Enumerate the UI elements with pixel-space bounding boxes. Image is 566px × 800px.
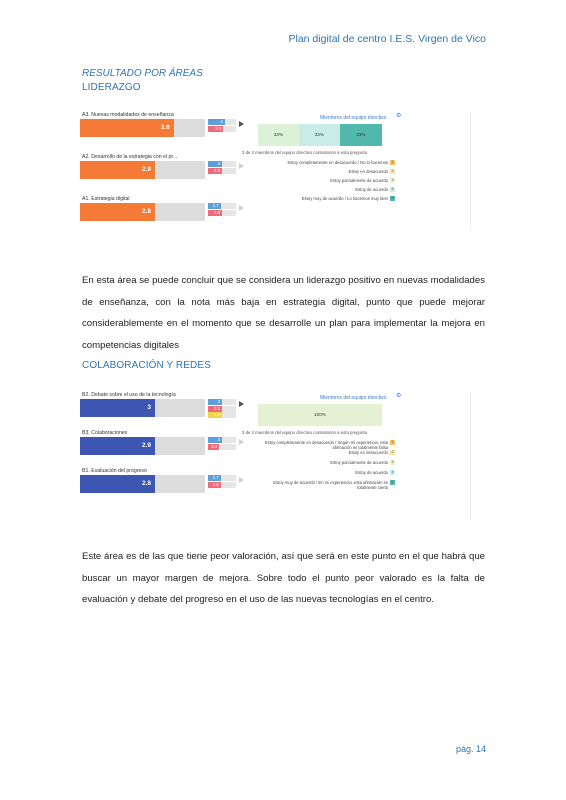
- chart-item: [80, 196, 260, 226]
- mini-bar: 2.7: [208, 203, 221, 209]
- legend-swatch: 1: [391, 159, 394, 164]
- legend-swatch: 2: [391, 449, 394, 454]
- item-bar-track: [80, 119, 205, 137]
- legend-swatch: 5: [391, 479, 394, 484]
- response-note: 3 de 3 miembros del equipo directivo contestaron a esta pregunta: [242, 430, 367, 435]
- item-label: A3. Nuevas modalidades de enseñanza: [82, 112, 174, 118]
- item-label: B2. Debate sobre el uso de la tecnología: [82, 392, 176, 398]
- paragraph-colaboracion: Este área es de las que tiene peor valoración, así que será en este punto en el que habrá que buscar un mayor margen de mejora. Sobre todo el punto peor valorado es la falta de evaluación y debate del progreso en el uso de las nuevas tecnologías en el centro.: [82, 551, 485, 605]
- mini-bar: 3: [208, 161, 222, 167]
- legend-swatch: 1: [391, 439, 394, 444]
- paragraph-liderazgo: En esta área se puede concluir que se considera un liderazgo positivo en nuevas modalidades de enseñanza, con la nota más baja en estrategia digital, punto que puede mejorar considerablemente en el momento que se desarrolle un plan para implementar la mejora en competencias digitales: [82, 275, 485, 351]
- expand-arrow-icon: [239, 205, 244, 211]
- legend-entry: Estoy parcialmente de acuerdo: [330, 460, 388, 465]
- item-bar-track: [80, 437, 205, 455]
- mini-bar: 3.3: [208, 126, 223, 132]
- mini-bar: 3: [208, 399, 222, 405]
- item-score-bar: 2.9: [80, 161, 155, 179]
- panel-divider: [470, 112, 471, 230]
- legend-swatch: 2: [391, 168, 394, 173]
- settings-icon: ⚙: [396, 113, 402, 119]
- chart-item: [80, 154, 260, 184]
- response-segment: 33%: [299, 124, 340, 146]
- item-label: A1. Estrategia digital: [82, 196, 130, 202]
- item-score-bar: 2.8: [80, 203, 155, 221]
- item-label: B3. Colaboraciones: [82, 430, 128, 436]
- mini-bar: 3.2: [208, 412, 222, 418]
- section-subtitle: RESULTADO POR ÁREAS: [82, 68, 203, 79]
- legend-entry: Estoy de acuerdo: [355, 470, 388, 475]
- item-bar-track: [80, 475, 205, 493]
- legend-entry: Estoy completamente en desacuerdo / No lo hacemos: [287, 160, 388, 165]
- legend-swatch: 4: [391, 469, 394, 474]
- chart-item: [80, 392, 260, 422]
- expand-arrow-icon: [239, 121, 244, 127]
- item-score-bar: 3.6: [80, 119, 174, 137]
- response-segment: 33%: [258, 124, 299, 146]
- legend-entry: Estoy muy de acuerdo / Lo hacemos muy bien: [301, 196, 388, 201]
- section-title-colaboracion: COLABORACIÓN Y REDES: [82, 360, 211, 371]
- mini-bar: 2.9: [208, 168, 222, 174]
- liderazgo-chart: [80, 112, 485, 232]
- legend-entry: Estoy en desacuerdo: [348, 450, 388, 455]
- section-title-liderazgo: LIDERAZGO: [82, 82, 141, 93]
- legend-entry: Estoy en desacuerdo: [348, 169, 388, 174]
- item-score-bar: 2.9: [80, 437, 155, 455]
- expand-arrow-icon: [239, 477, 244, 483]
- panel-divider: [470, 392, 471, 520]
- mini-bar: 3: [208, 437, 222, 443]
- mini-bar: 3.1: [208, 406, 222, 412]
- legend-swatch: 3: [391, 459, 394, 464]
- expand-arrow-icon: [239, 163, 244, 169]
- legend-entry: Estoy muy de acuerdo / En mi experiencia, esta afirmación es totalmente cierta: [273, 480, 388, 490]
- item-score-bar: 2.8: [80, 475, 155, 493]
- legend-entry: Estoy parcialmente de acuerdo: [330, 178, 388, 183]
- document-header: Plan digital de centro I.E.S. Virgen de Vico: [288, 33, 486, 45]
- page-number: pág. 14: [455, 744, 486, 754]
- mini-bar: 2.9: [208, 210, 222, 216]
- expand-arrow-icon: [239, 401, 244, 407]
- item-bar-track: [80, 399, 205, 417]
- response-segment: 100%: [258, 404, 382, 426]
- colaboracion-chart: [80, 392, 485, 522]
- legend-entry: Estoy completamente en desacuerdo / Según mi experiencia, esta afirmación es totalmente falsa: [264, 440, 388, 450]
- settings-icon: ⚙: [396, 393, 402, 399]
- item-bar-track: [80, 161, 205, 179]
- response-segment: 33%: [340, 124, 382, 146]
- expand-arrow-icon: [239, 439, 244, 445]
- mini-bar: 4: [208, 119, 225, 125]
- response-note: 3 de 3 miembros del equipo directivo contestaron a esta pregunta: [242, 150, 367, 155]
- chart-item: [80, 112, 260, 142]
- mini-bar: 2.4: [208, 444, 219, 450]
- panel-title: Miembros del equipo directivo: [320, 395, 387, 401]
- legend-swatch: 3: [391, 177, 394, 182]
- mini-bar: 2.7: [208, 475, 221, 481]
- legend-swatch: 4: [391, 186, 394, 191]
- item-label: B1. Evaluación del progreso: [82, 468, 147, 474]
- item-label: A2. Desarrollo de la estrategia con el pr...: [82, 154, 178, 160]
- legend-entry: Estoy de acuerdo: [355, 187, 388, 192]
- chart-item: [80, 430, 260, 460]
- chart-item: [80, 468, 260, 498]
- item-bar-track: [80, 203, 205, 221]
- item-score-bar: 3: [80, 399, 155, 417]
- mini-bar: 2.8: [208, 482, 221, 488]
- legend-swatch: 5: [391, 195, 394, 200]
- panel-title: Miembros del equipo directivo: [320, 115, 387, 121]
